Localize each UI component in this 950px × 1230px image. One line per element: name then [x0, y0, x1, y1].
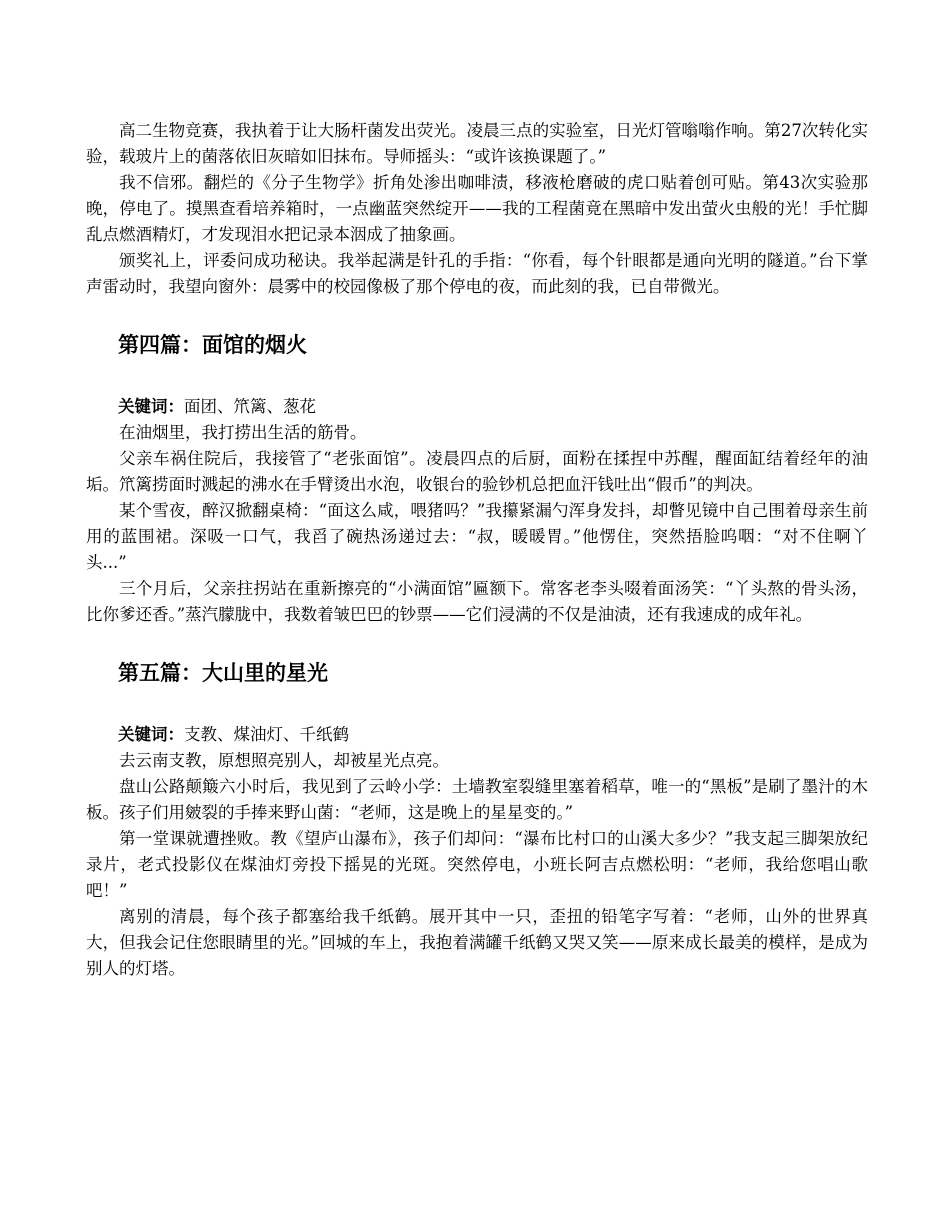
paragraph: 三个月后，父亲拄拐站在重新擦亮的“小满面馆”匾额下。常客老李头啜着面汤笑：“丫头熬的骨头汤，比你爹还香。”蒸汽朦胧中，我数着皱巴巴的钞票——它们浸满的不仅是油渍，还有我速成的成年礼。 — [86, 579, 868, 624]
intro-line: 去云南支教，原想照亮别人，却被星光点亮。 — [119, 751, 449, 770]
paragraph: 盘山公路颠簸六小时后，我见到了云岭小学：土墙教室裂缝里塞着稻草，唯一的“黑板”是刷了墨汁的木板。孩子们用皴裂的手捧来野山菌：“老师，这是晚上的星星变的。” — [86, 777, 868, 822]
paragraph: 高二生物竞赛，我执着于让大肠杆菌发出荧光。凌晨三点的实验室，日光灯管嗡嗡作响。第27次转化实验，载玻片上的菌落依旧灰暗如旧抹布。导师摇头：“或许该换课题了。” — [86, 121, 868, 166]
keywords-line — [86, 394, 868, 420]
intro-line: 在油烟里，我打捞出生活的筋骨。 — [119, 423, 367, 442]
paragraph: 某个雪夜，醉汉掀翻桌椅：“面这么咸，喂猪吗？”我攥紧漏勺浑身发抖，却瞥见镜中自己围着母亲生前用的蓝围裙。深吸一口气，我舀了碗热汤递过去：“叔，暖暖胃。”他愣住，突然捂脸呜咽：“对不住啊丫头...” — [86, 501, 868, 572]
keywords-value: 面团、笊篱、葱花 — [184, 397, 316, 416]
section-5-title: 第五篇：大山里的星光 — [118, 660, 328, 685]
paragraph: 离别的清晨，每个孩子都塞给我千纸鹤。展开其中一只，歪扭的铅笔字写着：“老师，山外的世界真大，但我会记住您眼睛里的光。”回城的车上，我抱着满罐千纸鹤又哭又笑——原来成长最美的模样，是成为别人的灯塔。 — [86, 907, 868, 978]
section-4-title: 第四篇：面馆的烟火 — [118, 332, 307, 357]
keywords-label: 关键词： — [118, 725, 184, 744]
paragraph: 颁奖礼上，评委问成功秘诀。我举起满是针孔的手指：“你看，每个针眼都是通向光明的隧道。”台下掌声雷动时，我望向窗外：晨雾中的校园像极了那个停电的夜，而此刻的我，已自带微光。 — [86, 251, 868, 296]
keywords-value: 支教、煤油灯、千纸鹤 — [184, 725, 349, 744]
paragraph: 父亲车祸住院后，我接管了“老张面馆”。凌晨四点的后厨，面粉在揉捏中苏醒，醒面缸结着经年的油垢。笊篱捞面时溅起的沸水在手臂烫出水泡，收银台的验钞机总把血汗钱吐出“假币”的判决。 — [86, 449, 868, 494]
section-3-body — [86, 118, 868, 300]
paragraph: 我不信邪。翻烂的《分子生物学》折角处渗出咖啡渍，移液枪磨破的虎口贴着创可贴。第43次实验那晚，停电了。摸黑查看培养箱时，一点幽蓝突然绽开——我的工程菌竟在黑暗中发出萤火虫般的光！手忙脚乱点燃酒精灯，才发现泪水把记录本洇成了抽象画。 — [86, 173, 868, 244]
section-4-body — [86, 394, 868, 628]
keywords-line — [86, 722, 868, 748]
document-page — [86, 118, 868, 982]
paragraph: 第一堂课就遭挫败。教《望庐山瀑布》，孩子们却问：“瀑布比村口的山溪大多少？”我支起三脚架放纪录片，老式投影仪在煤油灯旁投下摇晃的光斑。突然停电，小班长阿吉点燃松明：“老师，我给您唱山歌吧！” — [86, 829, 868, 900]
keywords-label: 关键词： — [118, 397, 184, 416]
section-5-body — [86, 722, 868, 982]
